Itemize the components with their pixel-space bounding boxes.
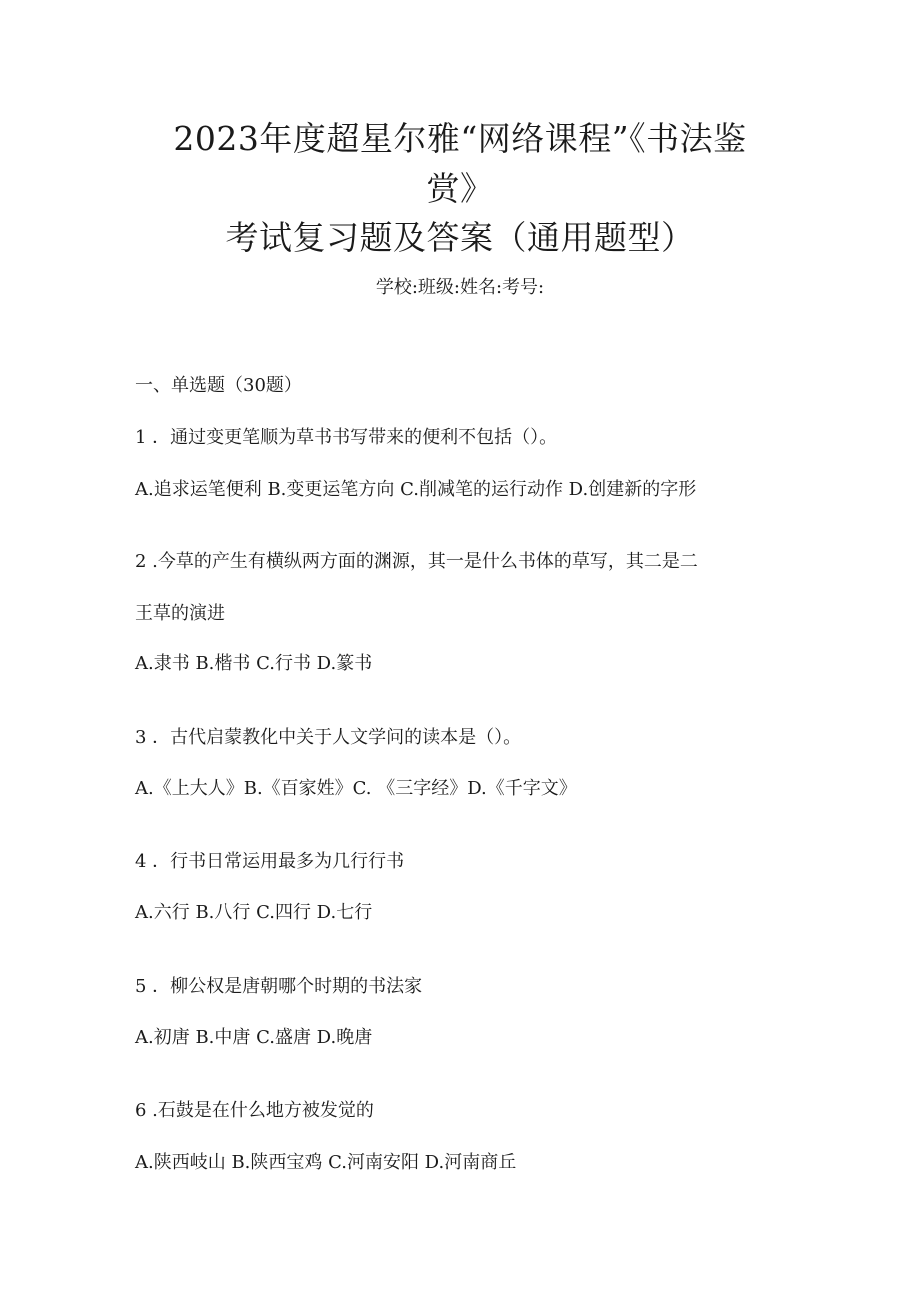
question-2-stem-line-2: 王草的演进	[135, 603, 225, 624]
question-6-options: A.陕西岐山 B.陕西宝鸡 C.河南安阳 D.河南商丘	[135, 1152, 517, 1173]
question-5-stem: 5 ．柳公权是唐朝哪个时期的书法家	[135, 976, 423, 997]
document-title-line-1: 2023年度超星尔雅“网络课程”《书法鉴	[173, 119, 747, 158]
student-info-line: 学校:班级:姓名:考号:	[375, 277, 545, 298]
question-2-stem-line-1: 2 .今草的产生有横纵两方面的渊源，其一是什么书体的草写，其二是二	[135, 551, 698, 572]
document-title-line-2: 赏》	[426, 169, 494, 208]
question-3-stem: 3 ．古代启蒙教化中关于人文学问的读本是（）。	[135, 727, 522, 748]
question-6-stem: 6 .石鼓是在什么地方被发觉的	[135, 1100, 374, 1121]
section-heading: 一、单选题（30题）	[135, 375, 302, 396]
question-2-options: A.隶书 B.楷书 C.行书 D.篆书	[135, 653, 373, 674]
document-title-line-3: 考试复习题及答案（通用题型）	[225, 218, 695, 257]
question-5-options: A.初唐 B.中唐 C.盛唐 D.晚唐	[135, 1027, 373, 1048]
question-1-stem: 1 ．通过变更笔顺为草书书写带来的便利不包括（）。	[135, 427, 558, 448]
question-4-stem: 4 ．行书日常运用最多为几行行书	[135, 851, 405, 872]
question-4-options: A.六行 B.八行 C.四行 D.七行	[135, 902, 373, 923]
question-1-options: A.追求运笔便利 B.变更运笔方向 C.削减笔的运行动作 D.创建新的字形	[135, 479, 697, 500]
question-3-options: A.《上大人》B.《百家姓》C. 《三字经》D.《千字文》	[135, 778, 577, 799]
